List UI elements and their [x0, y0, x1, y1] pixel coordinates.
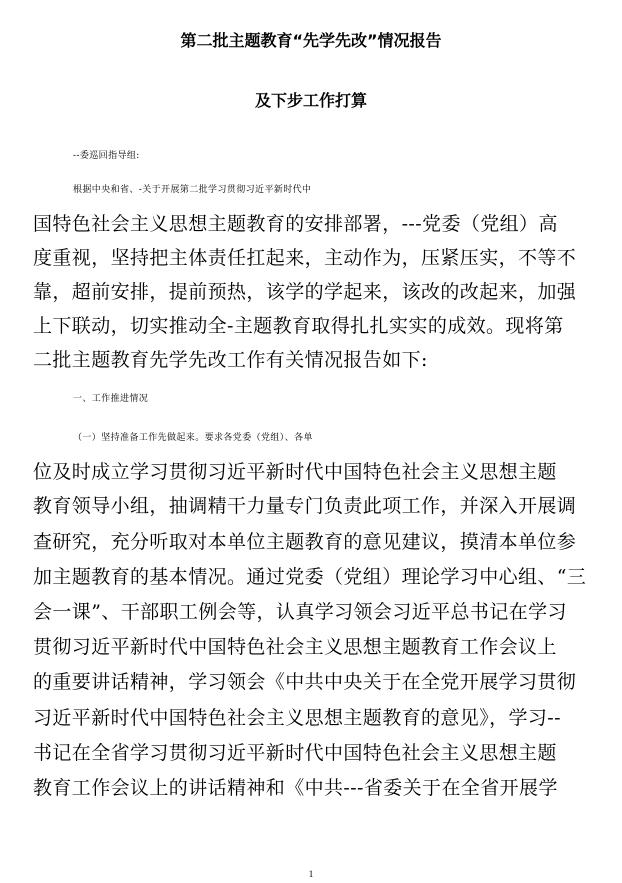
- paragraph-line: 位及时成立学习贯彻习近平新时代中国特色社会主义思想主题: [33, 461, 557, 483]
- paragraph-line: 加主题教育的基本情况。通过党委（党组）理论学习中心组、“三: [33, 566, 587, 588]
- page-number: 1: [308, 869, 314, 879]
- paragraph-line: 教育工作会议上的讲话精神和《中共---省委关于在全省开展学: [33, 777, 558, 799]
- paragraph-line: 习近平新时代中国特色社会主义思想主题教育的意见》，学习--: [33, 707, 561, 729]
- paragraph-line: 的重要讲话精神，学习领会《中共中央关于在全党开展学习贯彻: [33, 671, 577, 693]
- paragraph-line: 国特色社会主义思想主题教育的安排部署，---党委（党组）高: [33, 213, 558, 235]
- paragraph-line: 度重视，坚持把主体责任扛起来，主动作为，压紧压实，不等不: [33, 247, 577, 269]
- addressee: --委巡回指导组:: [73, 151, 140, 161]
- paragraph-line: 根据中央和省、-关于开展第二批学习贯彻习近平新时代中: [73, 185, 312, 195]
- paragraph-line: 贯彻习近平新时代中国特色社会主义思想主题教育工作会议上: [33, 636, 557, 658]
- paragraph-line: （一）坚持准备工作先做起来。要求各党委（党组）、各单: [73, 433, 313, 443]
- document-title-line-2: 及下步工作打算: [254, 91, 367, 110]
- paragraph-line: 上下联动，切实推动全-主题教育取得扎扎实实的成效。现将第: [33, 315, 564, 337]
- paragraph-line: 书记在全省学习贯彻习近平新时代中国特色社会主义思想主题: [33, 742, 557, 764]
- document-title-line-1: 第二批主题教育“先学先改”情况报告: [180, 31, 442, 50]
- paragraph-line: 查研究，充分听取对本单位主题教育的意见建议，摸清本单位参: [33, 531, 577, 553]
- paragraph-line: 靠，超前安排，提前预热，该学的学起来，该改的改起来，加强: [33, 281, 577, 303]
- section-heading: 一、工作推进情况: [73, 394, 149, 404]
- paragraph-line: 二批主题教育先学先改工作有关情况报告如下:: [33, 349, 428, 371]
- paragraph-line: 会一课”、干部职工例会等，认真学习领会习近平总书记在学习: [33, 601, 567, 623]
- paragraph-line: 教育领导小组，抽调精干力量专门负责此项工作，并深入开展调: [33, 495, 577, 517]
